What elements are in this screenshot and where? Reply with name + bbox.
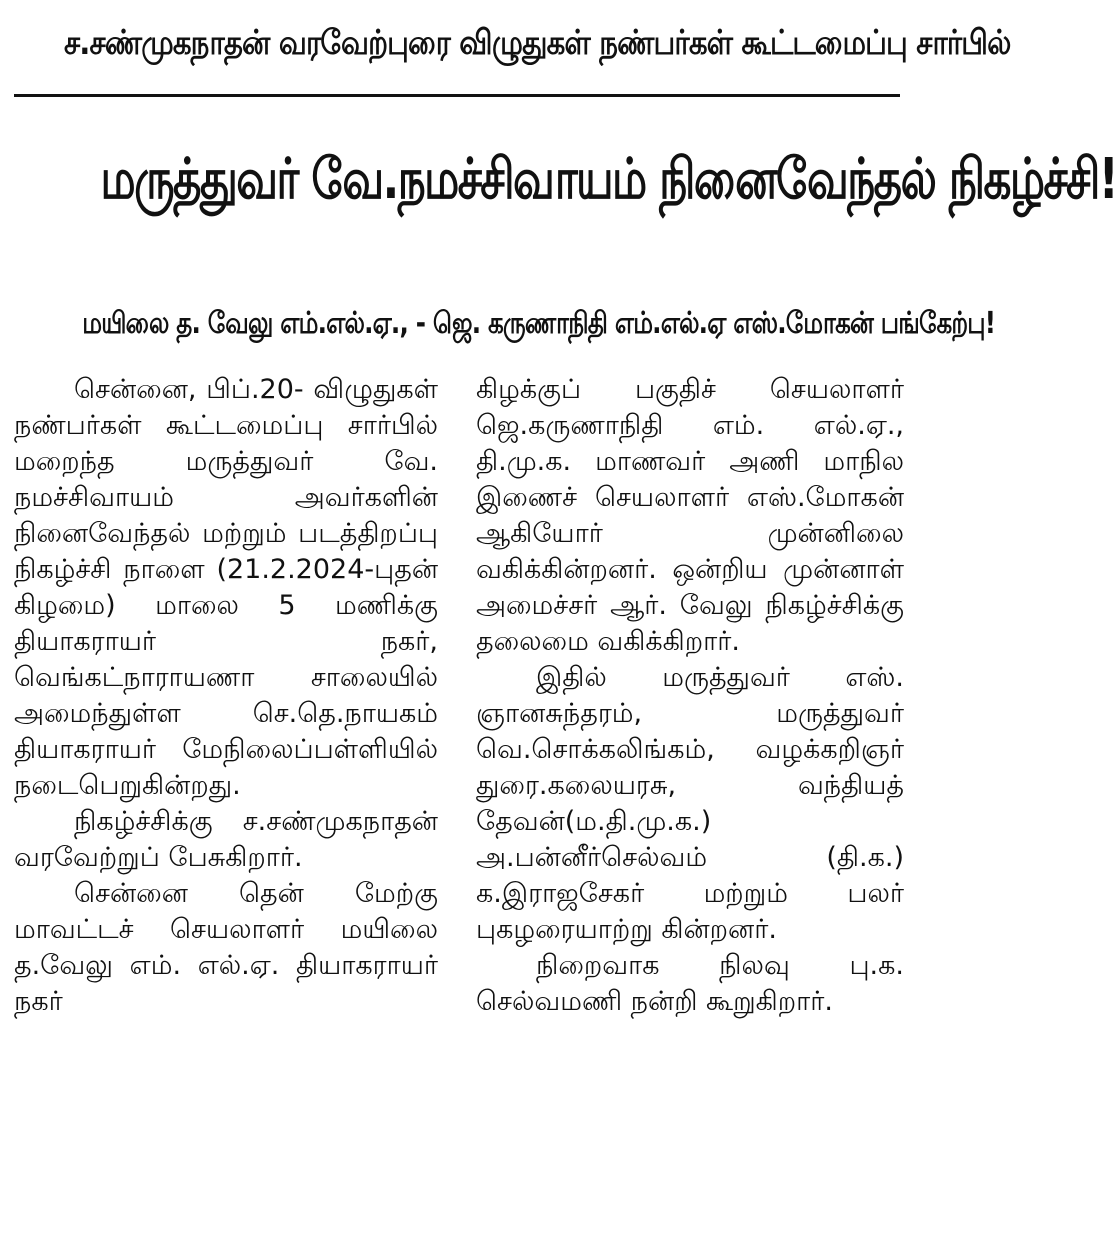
article-paragraph: கிழக்குப் பகுதிச் செயலாளர் ஜெ.கருணாநிதி எம். எல்.ஏ., தி.மு.க. மாணவர் அணி மாநில இணைச் செயலாளர் எஸ்.மோகன் ஆகியோர் முன்னிலை வகிக்கின்றனர். ஒன்றிய முன்னாள் அமைச்சர் ஆர். வேலு நிகழ்ச்சிக்கு தலைமை வகிக்கிறார். [476,374,904,657]
subheadline: மயிலை த. வேலு எம்.எல்.ஏ., - ஜெ. கருணாநிதி எம்.எல்.ஏ எஸ்.மோகன் பங்கேற்பு! [82,306,996,341]
article-paragraph: நிகழ்ச்சிக்கு ச.சண்முகநாதன் வரவேற்றுப் பேசுகிறார். [14,806,438,873]
header-divider [14,94,900,97]
article-column-right [476,372,904,1244]
article-paragraph: சென்னை தென் மேற்கு மாவட்டச் செயலாளர் மயிலை த.வேலு எம். எல்.ஏ. தியாகராயர் நகர் [14,878,438,1017]
headline: மருத்துவர் வே.நமச்சிவாயம் நினைவேந்தல் நிகழ்ச்சி! [100,147,1117,212]
article-column-left [14,372,438,1244]
article-paragraph: நிறைவாக நிலவு பு.க. செல்வமணி நன்றி கூறுகிறார். [476,950,904,1017]
kicker-heading: ச.சண்முகநாதன் வரவேற்புரை விழுதுகள் நண்பர்கள் கூட்டமைப்பு சார்பில் [63,23,1011,63]
article-paragraph: இதில் மருத்துவர் எஸ். ஞானசுந்தரம், மருத்துவர் வெ.சொக்கலிங்கம், வழக்கறிஞர் துரை.கலையரசு, வந்தியத் தேவன்(ம.தி.மு.க.) அ.பன்னீர்செல்வம் (தி.க.) க.இராஜசேகர் மற்றும் பலர் புகழரையாற்று கின்றனர். [476,662,904,945]
article-paragraph: சென்னை, பிப்.20- விழுதுகள் நண்பர்கள் கூட்டமைப்பு சார்பில் மறைந்த மருத்துவர் வே. நமச்சிவாயம் அவர்களின் நினைவேந்தல் மற்றும் படத்திறப்பு நிகழ்ச்சி நாளை (21.2.2024-புதன் கிழமை) மாலை 5 மணிக்கு தியாகராயர் நகர், வெங்கட்நாராயணா சாலையில் அமைந்துள்ள செ.தெ.நாயகம் தியாகராயர் மேநிலைப்பள்ளியில் நடைபெறுகின்றது. [14,374,438,801]
